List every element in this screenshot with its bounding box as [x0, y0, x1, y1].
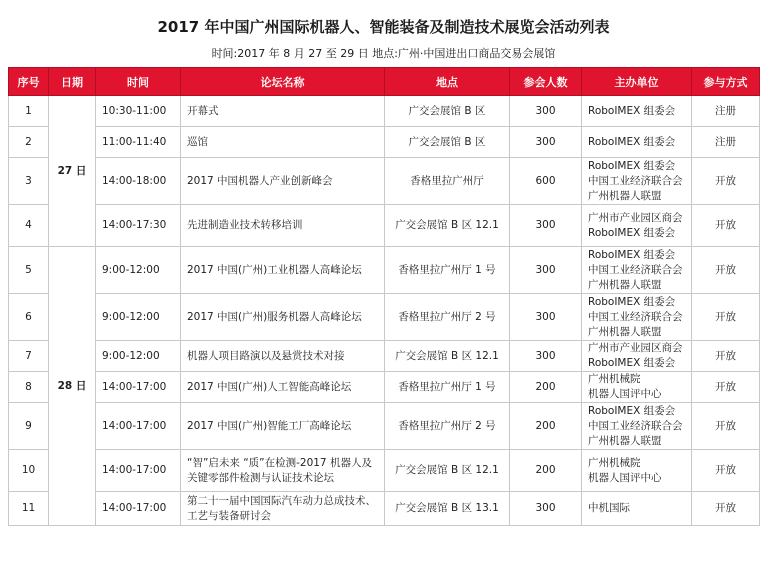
table-header-row [9, 68, 760, 96]
table-row [9, 450, 760, 492]
day-cell: 28 日 [49, 247, 96, 526]
attendees-cell: 300 [510, 247, 582, 294]
attendees-cell: 300 [510, 341, 582, 372]
attendees-cell: 600 [510, 158, 582, 205]
table-row [9, 158, 760, 205]
place-cell: 广交会展馆 B 区 13.1 [385, 492, 510, 526]
forum-name-cell: 开幕式 [181, 96, 385, 127]
forum-name-cell: 巡馆 [181, 127, 385, 158]
row-number: 11 [9, 492, 49, 526]
place-cell: 广交会展馆 B 区 12.1 [385, 341, 510, 372]
attendees-cell: 300 [510, 127, 582, 158]
table-row [9, 294, 760, 341]
participation-cell: 开放 [692, 294, 760, 341]
place-cell: 香格里拉广州厅 1 号 [385, 372, 510, 403]
table-row [9, 247, 760, 294]
participation-cell: 开放 [692, 247, 760, 294]
header-attendees: 参会人数 [510, 68, 582, 96]
forum-name-cell: 先进制造业技术转移培训 [181, 205, 385, 247]
time-cell: 10:30-11:00 [96, 96, 181, 127]
row-number: 4 [9, 205, 49, 247]
time-cell: 9:00-12:00 [96, 341, 181, 372]
row-number: 9 [9, 403, 49, 450]
header-place: 地点 [385, 68, 510, 96]
time-cell: 9:00-12:00 [96, 247, 181, 294]
organizer-cell: RoboIMEX 组委会 中国工业经济联合会 广州机器人联盟 [582, 294, 692, 341]
row-number: 6 [9, 294, 49, 341]
place-cell: 香格里拉广州厅 [385, 158, 510, 205]
header-organizer: 主办单位 [582, 68, 692, 96]
forum-name-cell: 机器人项目路演以及悬赏技术对接 [181, 341, 385, 372]
table-row [9, 372, 760, 403]
participation-cell: 开放 [692, 205, 760, 247]
place-cell: 广交会展馆 B 区 [385, 127, 510, 158]
place-cell: 广交会展馆 B 区 12.1 [385, 205, 510, 247]
participation-cell: 开放 [692, 450, 760, 492]
table-row [9, 205, 760, 247]
table-row [9, 127, 760, 158]
place-cell: 广交会展馆 B 区 12.1 [385, 450, 510, 492]
participation-cell: 注册 [692, 96, 760, 127]
organizer-cell: RoboIMEX 组委会 [582, 127, 692, 158]
time-cell: 14:00-17:00 [96, 372, 181, 403]
participation-cell: 开放 [692, 158, 760, 205]
time-cell: 14:00-18:00 [96, 158, 181, 205]
attendees-cell: 200 [510, 372, 582, 403]
page-title: 2017 年中国广州国际机器人、智能装备及制造技术展览会活动列表 [157, 18, 610, 36]
organizer-cell: 广州市产业园区商会 RoboIMEX 组委会 [582, 341, 692, 372]
organizer-cell: 中机国际 [582, 492, 692, 526]
table-row [9, 341, 760, 372]
header-participation: 参与方式 [692, 68, 760, 96]
attendees-cell: 300 [510, 294, 582, 341]
time-cell: 14:00-17:00 [96, 492, 181, 526]
place-cell: 广交会展馆 B 区 [385, 96, 510, 127]
row-number: 1 [9, 96, 49, 127]
organizer-cell: 广州市产业园区商会 RoboIMEX 组委会 [582, 205, 692, 247]
place-cell: 香格里拉广州厅 1 号 [385, 247, 510, 294]
forum-name-cell: 2017 中国(广州)人工智能高峰论坛 [181, 372, 385, 403]
forum-name-cell: 2017 中国(广州)工业机器人高峰论坛 [181, 247, 385, 294]
participation-cell: 开放 [692, 403, 760, 450]
day-cell: 27 日 [49, 96, 96, 247]
organizer-cell: RoboIMEX 组委会 中国工业经济联合会 广州机器人联盟 [582, 247, 692, 294]
page-subtitle: 时间:2017 年 8 月 27 至 29 日 地点:广州·中国进出口商品交易会展馆 [211, 47, 556, 60]
row-number: 10 [9, 450, 49, 492]
row-number: 3 [9, 158, 49, 205]
participation-cell: 开放 [692, 341, 760, 372]
header-time: 时间 [96, 68, 181, 96]
participation-cell: 开放 [692, 372, 760, 403]
row-number: 8 [9, 372, 49, 403]
time-cell: 11:00-11:40 [96, 127, 181, 158]
time-cell: 14:00-17:00 [96, 450, 181, 492]
row-number: 7 [9, 341, 49, 372]
place-cell: 香格里拉广州厅 2 号 [385, 403, 510, 450]
time-cell: 9:00-12:00 [96, 294, 181, 341]
organizer-cell: 广州机械院 机器人国评中心 [582, 372, 692, 403]
row-number: 5 [9, 247, 49, 294]
event-table [8, 67, 760, 526]
organizer-cell: RoboIMEX 组委会 中国工业经济联合会 广州机器人联盟 [582, 158, 692, 205]
organizer-cell: RoboIMEX 组委会 [582, 96, 692, 127]
attendees-cell: 300 [510, 492, 582, 526]
header-date: 日期 [49, 68, 96, 96]
place-cell: 香格里拉广州厅 2 号 [385, 294, 510, 341]
attendees-cell: 300 [510, 205, 582, 247]
forum-name-cell: 2017 中国机器人产业创新峰会 [181, 158, 385, 205]
participation-cell: 开放 [692, 492, 760, 526]
header-forum-name: 论坛名称 [181, 68, 385, 96]
organizer-cell: 广州机械院 机器人国评中心 [582, 450, 692, 492]
table-row [9, 403, 760, 450]
organizer-cell: RoboIMEX 组委会 中国工业经济联合会 广州机器人联盟 [582, 403, 692, 450]
forum-name-cell: 第二十一届中国国际汽车动力总成技术、工艺与装备研讨会 [181, 492, 385, 526]
attendees-cell: 200 [510, 403, 582, 450]
time-cell: 14:00-17:30 [96, 205, 181, 247]
table-row [9, 492, 760, 526]
header-no: 序号 [9, 68, 49, 96]
forum-name-cell: 2017 中国(广州)智能工厂高峰论坛 [181, 403, 385, 450]
time-cell: 14:00-17:00 [96, 403, 181, 450]
participation-cell: 注册 [692, 127, 760, 158]
forum-name-cell: 2017 中国(广州)服务机器人高峰论坛 [181, 294, 385, 341]
row-number: 2 [9, 127, 49, 158]
attendees-cell: 300 [510, 96, 582, 127]
table-row [9, 96, 760, 127]
forum-name-cell: “智”启未来 “质”在检测-2017 机器人及关键零部件检测与认证技术论坛 [181, 450, 385, 492]
attendees-cell: 200 [510, 450, 582, 492]
